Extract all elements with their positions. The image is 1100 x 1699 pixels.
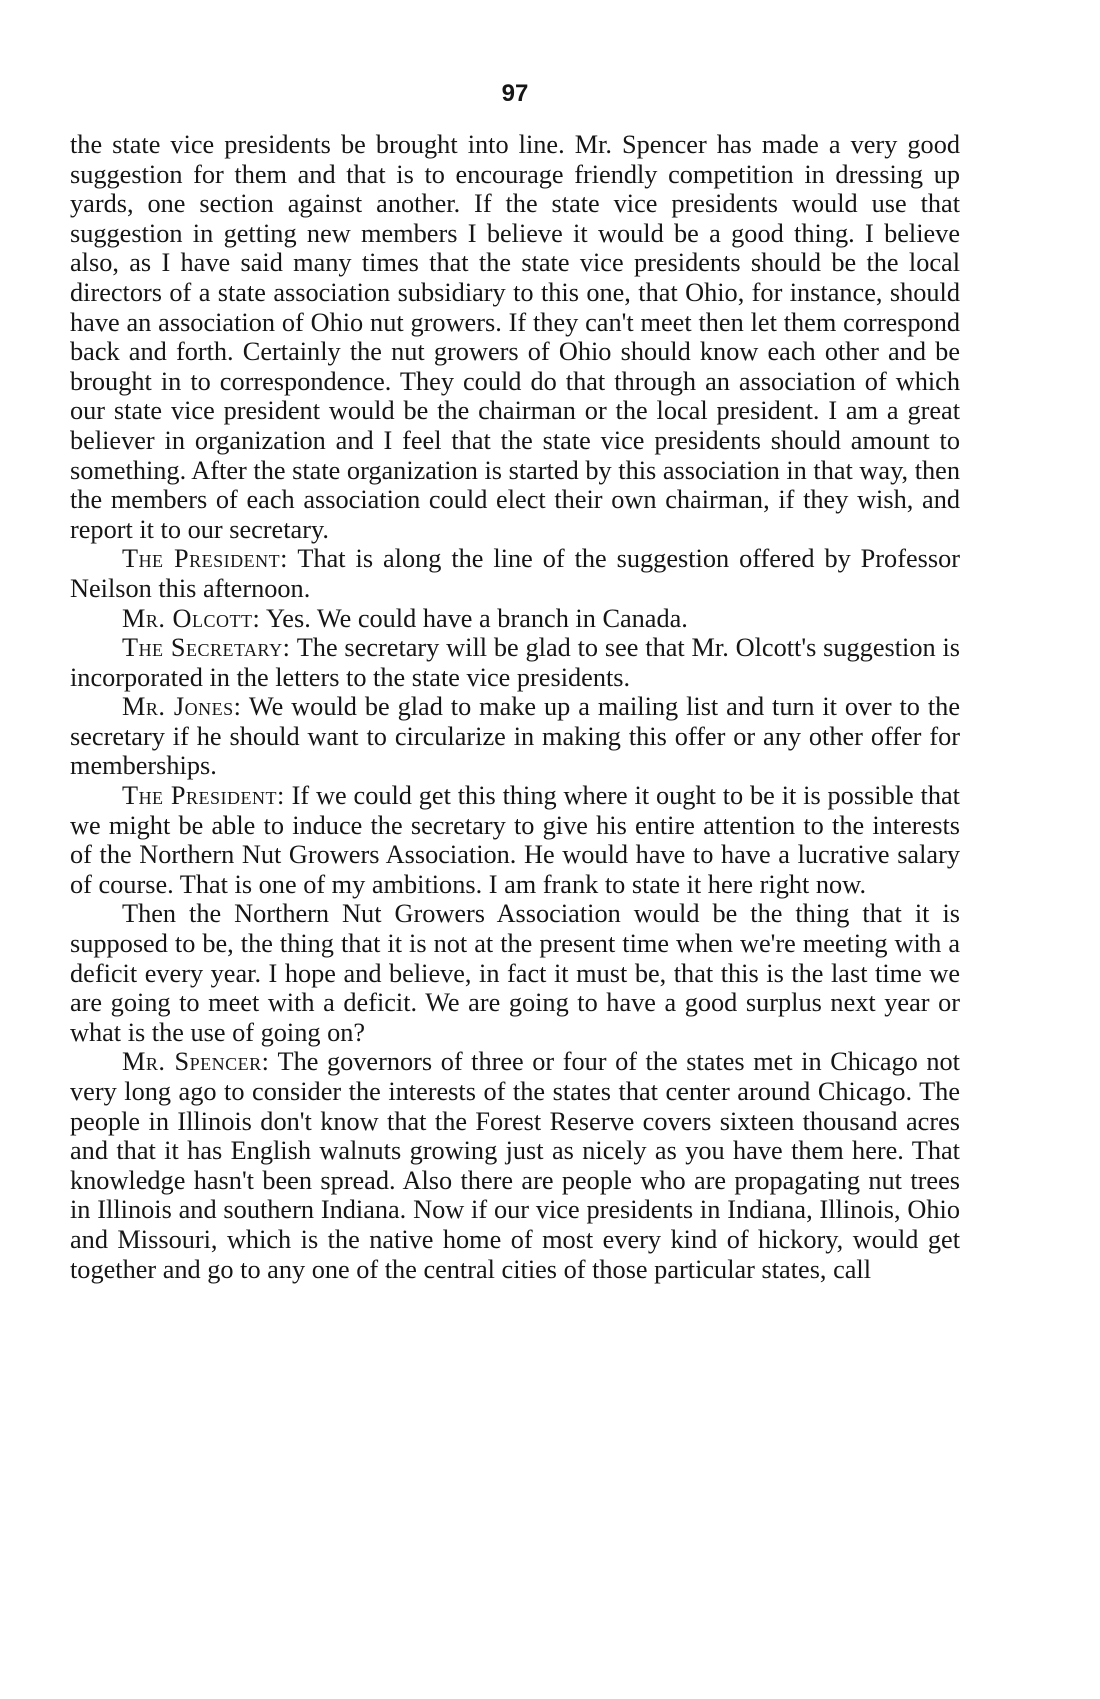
speaker-label: The President: <box>122 544 288 574</box>
paragraph-text: If we could get this thing where it ought to be it is possible that we might be able to induce the secretary to give his entire attention to the interests of the Northern Nut Growers Association. He would have to have a lucrative salary of course. That is one of my ambitions. I am frank to state it here right now. <box>70 781 960 899</box>
paragraph-text: Then the Northern Nut Growers Association would be the thing that it is supposed to be, the thing that it is not at the present time when we're meeting with a deficit every year. I hope and believe, in fact it must be, that this is the last time we are going to meet with a deficit. We are going to have a good surplus next year or what is the use of going on? <box>70 899 960 1047</box>
paragraph-jones <box>70 692 960 781</box>
paragraph-text: The governors of three or four of the states met in Chicago not very long ago to consider the interests of the states that center around Chicago. The people in Illinois don't know that the Forest Reserve covers sixteen thousand acres and that it has English walnuts growing just as nicely as you have them here. That knowledge hasn't been spread. Also there are people who are propagating nut trees in Illinois and southern Indiana. Now if our vice presidents in Indiana, Illinois, Ohio and Missouri, which is the native home of most every kind of hickory, would get together and go to any one of the central cities of those particular states, call <box>70 1047 960 1284</box>
paragraph-president-continued <box>70 899 960 1047</box>
page-number: 97 <box>501 80 529 107</box>
paragraph-text: The secretary will be glad to see that Mr. Olcott's suggestion is incorporated in the letters to the state vice presidents. <box>70 633 960 692</box>
paragraph-president-1 <box>70 544 960 603</box>
paragraph-text: We would be glad to make up a mailing list and turn it over to the secretary if he should want to circularize in making this offer or any other offer for memberships. <box>70 692 960 781</box>
paragraph-text: That is along the line of the suggestion offered by Professor Neilson this afternoon. <box>70 544 961 603</box>
speaker-label: Mr. Olcott: <box>122 603 261 633</box>
paragraph-text: Yes. We could have a branch in Canada. <box>265 603 688 633</box>
paragraph-spencer <box>70 1047 960 1284</box>
body-text <box>70 130 960 1284</box>
paragraph-president-2 <box>70 781 960 899</box>
paragraph-olcott <box>70 604 960 634</box>
paragraph-secretary <box>70 633 960 692</box>
speaker-label: Mr. Jones: <box>122 692 242 722</box>
speaker-label: The Secretary: <box>122 633 291 663</box>
paragraph-continuation <box>70 130 960 544</box>
paragraph-text: the state vice presidents be brought into line. Mr. Spencer has made a very good suggestion for them and that is to encourage friendly competition in dressing up yards, one section against another. If the state vice presidents would use that suggestion in getting new members I believe it would be a good thing. I believe also, as I have said many times that the state vice presidents should be the local directors of a state association subsidiary to this one, that Ohio, for instance, should have an association of Ohio nut growers. If they can't meet then let them correspond back and forth. Certainly the nut growers of Ohio should know each other and be brought in to correspondence. They could do that through an association of which our state vice president would be the chairman or the local president. I am a great believer in organization and I feel that the state vice presidents should amount to something. After the state organization is started by this association in that way, then the members of each association could elect their own chairman, if they wish, and report it to our secretary. <box>70 130 960 544</box>
speaker-label: Mr. Spencer: <box>122 1047 270 1077</box>
speaker-label: The President: <box>122 781 285 811</box>
